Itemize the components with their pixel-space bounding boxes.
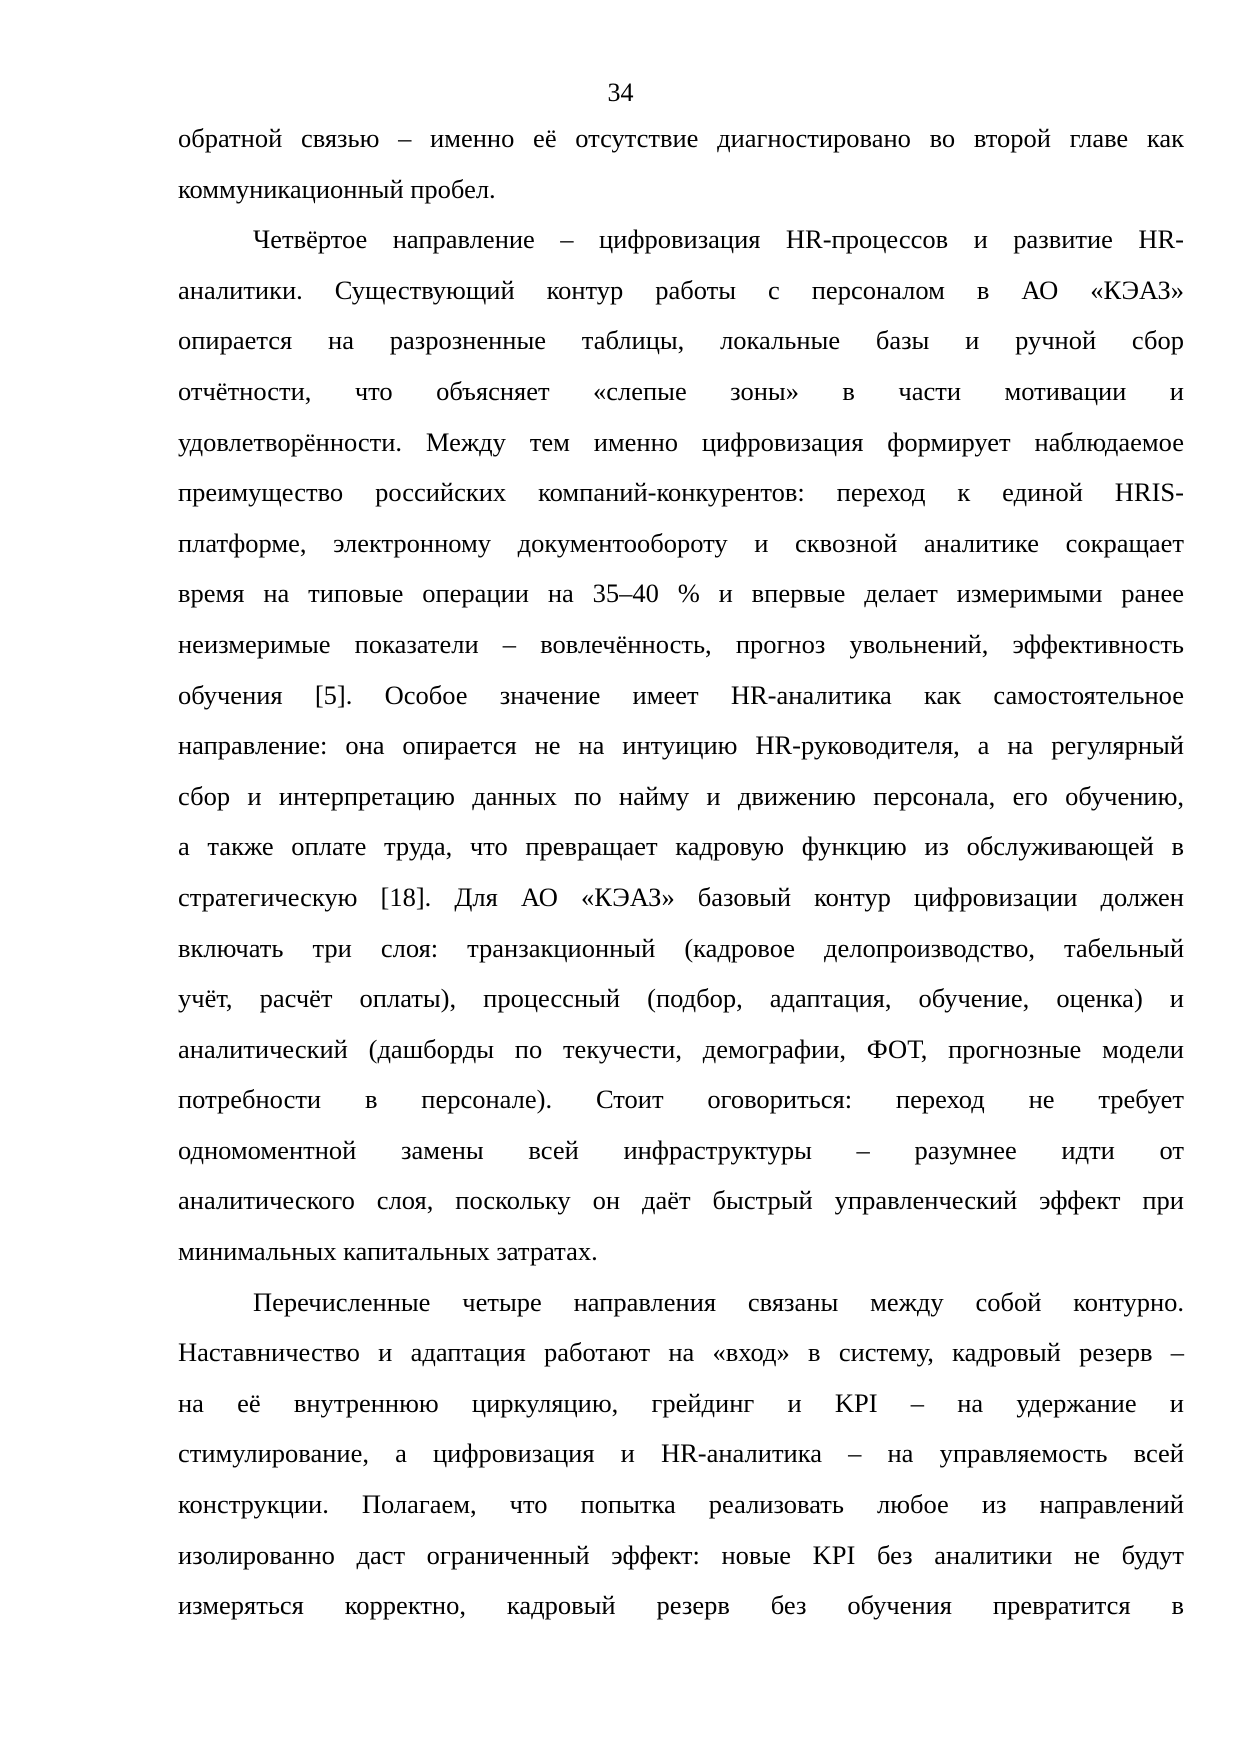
body-text — [178, 113, 1184, 1631]
text-line: сбор и интерпретацию данных по найму и движению персонала, его обучению, — [178, 780, 1184, 811]
text-line: направление: она опирается не на интуицию HR-руководителя, а на регулярный — [178, 730, 1184, 761]
text-line: аналитический (дашборды по текучести, демографии, ФОТ, прогнозные модели — [178, 1033, 1184, 1064]
text-line: отчётности, что объясняет «слепые зоны» в части мотивации и — [178, 375, 1184, 406]
text-line: стратегическую [18]. Для АО «КЭАЗ» базовый контур цифровизации должен — [178, 881, 1184, 912]
text-line: а также оплате труда, что превращает кадровую функцию из обслуживающей в — [178, 831, 1184, 862]
text-line: Четвёртое направление – цифровизация HR-процессов и развитие HR- — [253, 224, 1184, 255]
text-line: стимулирование, а цифровизация и HR-аналитика – на управляемость всей — [178, 1438, 1184, 1469]
text-line: обратной связью – именно её отсутствие диагностировано во второй главе как — [178, 123, 1184, 153]
text-line: изолированно даст ограниченный эффект: новые KPI без аналитики не будут — [178, 1539, 1184, 1570]
text-line: время на типовые операции на 35–40 % и впервые делает измеримыми ранее — [178, 578, 1184, 609]
text-line: аналитического слоя, поскольку он даёт быстрый управленческий эффект при — [178, 1185, 1184, 1216]
text-line: Наставничество и адаптация работают на «вход» в систему, кадровый резерв – — [178, 1337, 1184, 1368]
text-line: обучения [5]. Особое значение имеет HR-аналитика как самостоятельное — [178, 679, 1184, 710]
text-line: учёт, расчёт оплаты), процессный (подбор, адаптация, обучение, оценка) и — [178, 983, 1184, 1014]
page-number: 34 — [607, 78, 634, 107]
text-line: на её внутреннюю циркуляцию, грейдинг и KPI – на удержание и — [178, 1387, 1184, 1418]
text-line: опирается на разрозненные таблицы, локальные базы и ручной сбор — [178, 325, 1184, 356]
text-line: потребности в персонале). Стоит оговориться: переход не требует — [178, 1084, 1184, 1115]
text-line: коммуникационный пробел. — [178, 173, 496, 204]
text-line: удовлетворённости. Между тем именно цифровизация формирует наблюдаемое — [178, 426, 1184, 457]
text-line: включать три слоя: транзакционный (кадровое делопроизводство, табельный — [178, 932, 1184, 963]
text-line: конструкции. Полагаем, что попытка реализовать любое из направлений — [178, 1489, 1184, 1520]
text-line: аналитики. Существующий контур работы с персоналом в АО «КЭАЗ» — [178, 274, 1184, 305]
text-line: измеряться корректно, кадровый резерв без обучения превратится в — [178, 1590, 1184, 1621]
text-line: неизмеримые показатели – вовлечённость, прогноз увольнений, эффективность — [178, 628, 1184, 659]
text-line: минимальных капитальных затратах. — [178, 1236, 598, 1267]
text-line: платформе, электронному документообороту и сквозной аналитике сокращает — [178, 527, 1184, 558]
text-line: преимущество российских компаний-конкурентов: переход к единой HRIS- — [178, 477, 1184, 508]
text-line: одномоментной замены всей инфраструктуры – разумнее идти от — [178, 1134, 1184, 1165]
text-line: Перечисленные четыре направления связаны между собой контурно. — [253, 1286, 1184, 1317]
